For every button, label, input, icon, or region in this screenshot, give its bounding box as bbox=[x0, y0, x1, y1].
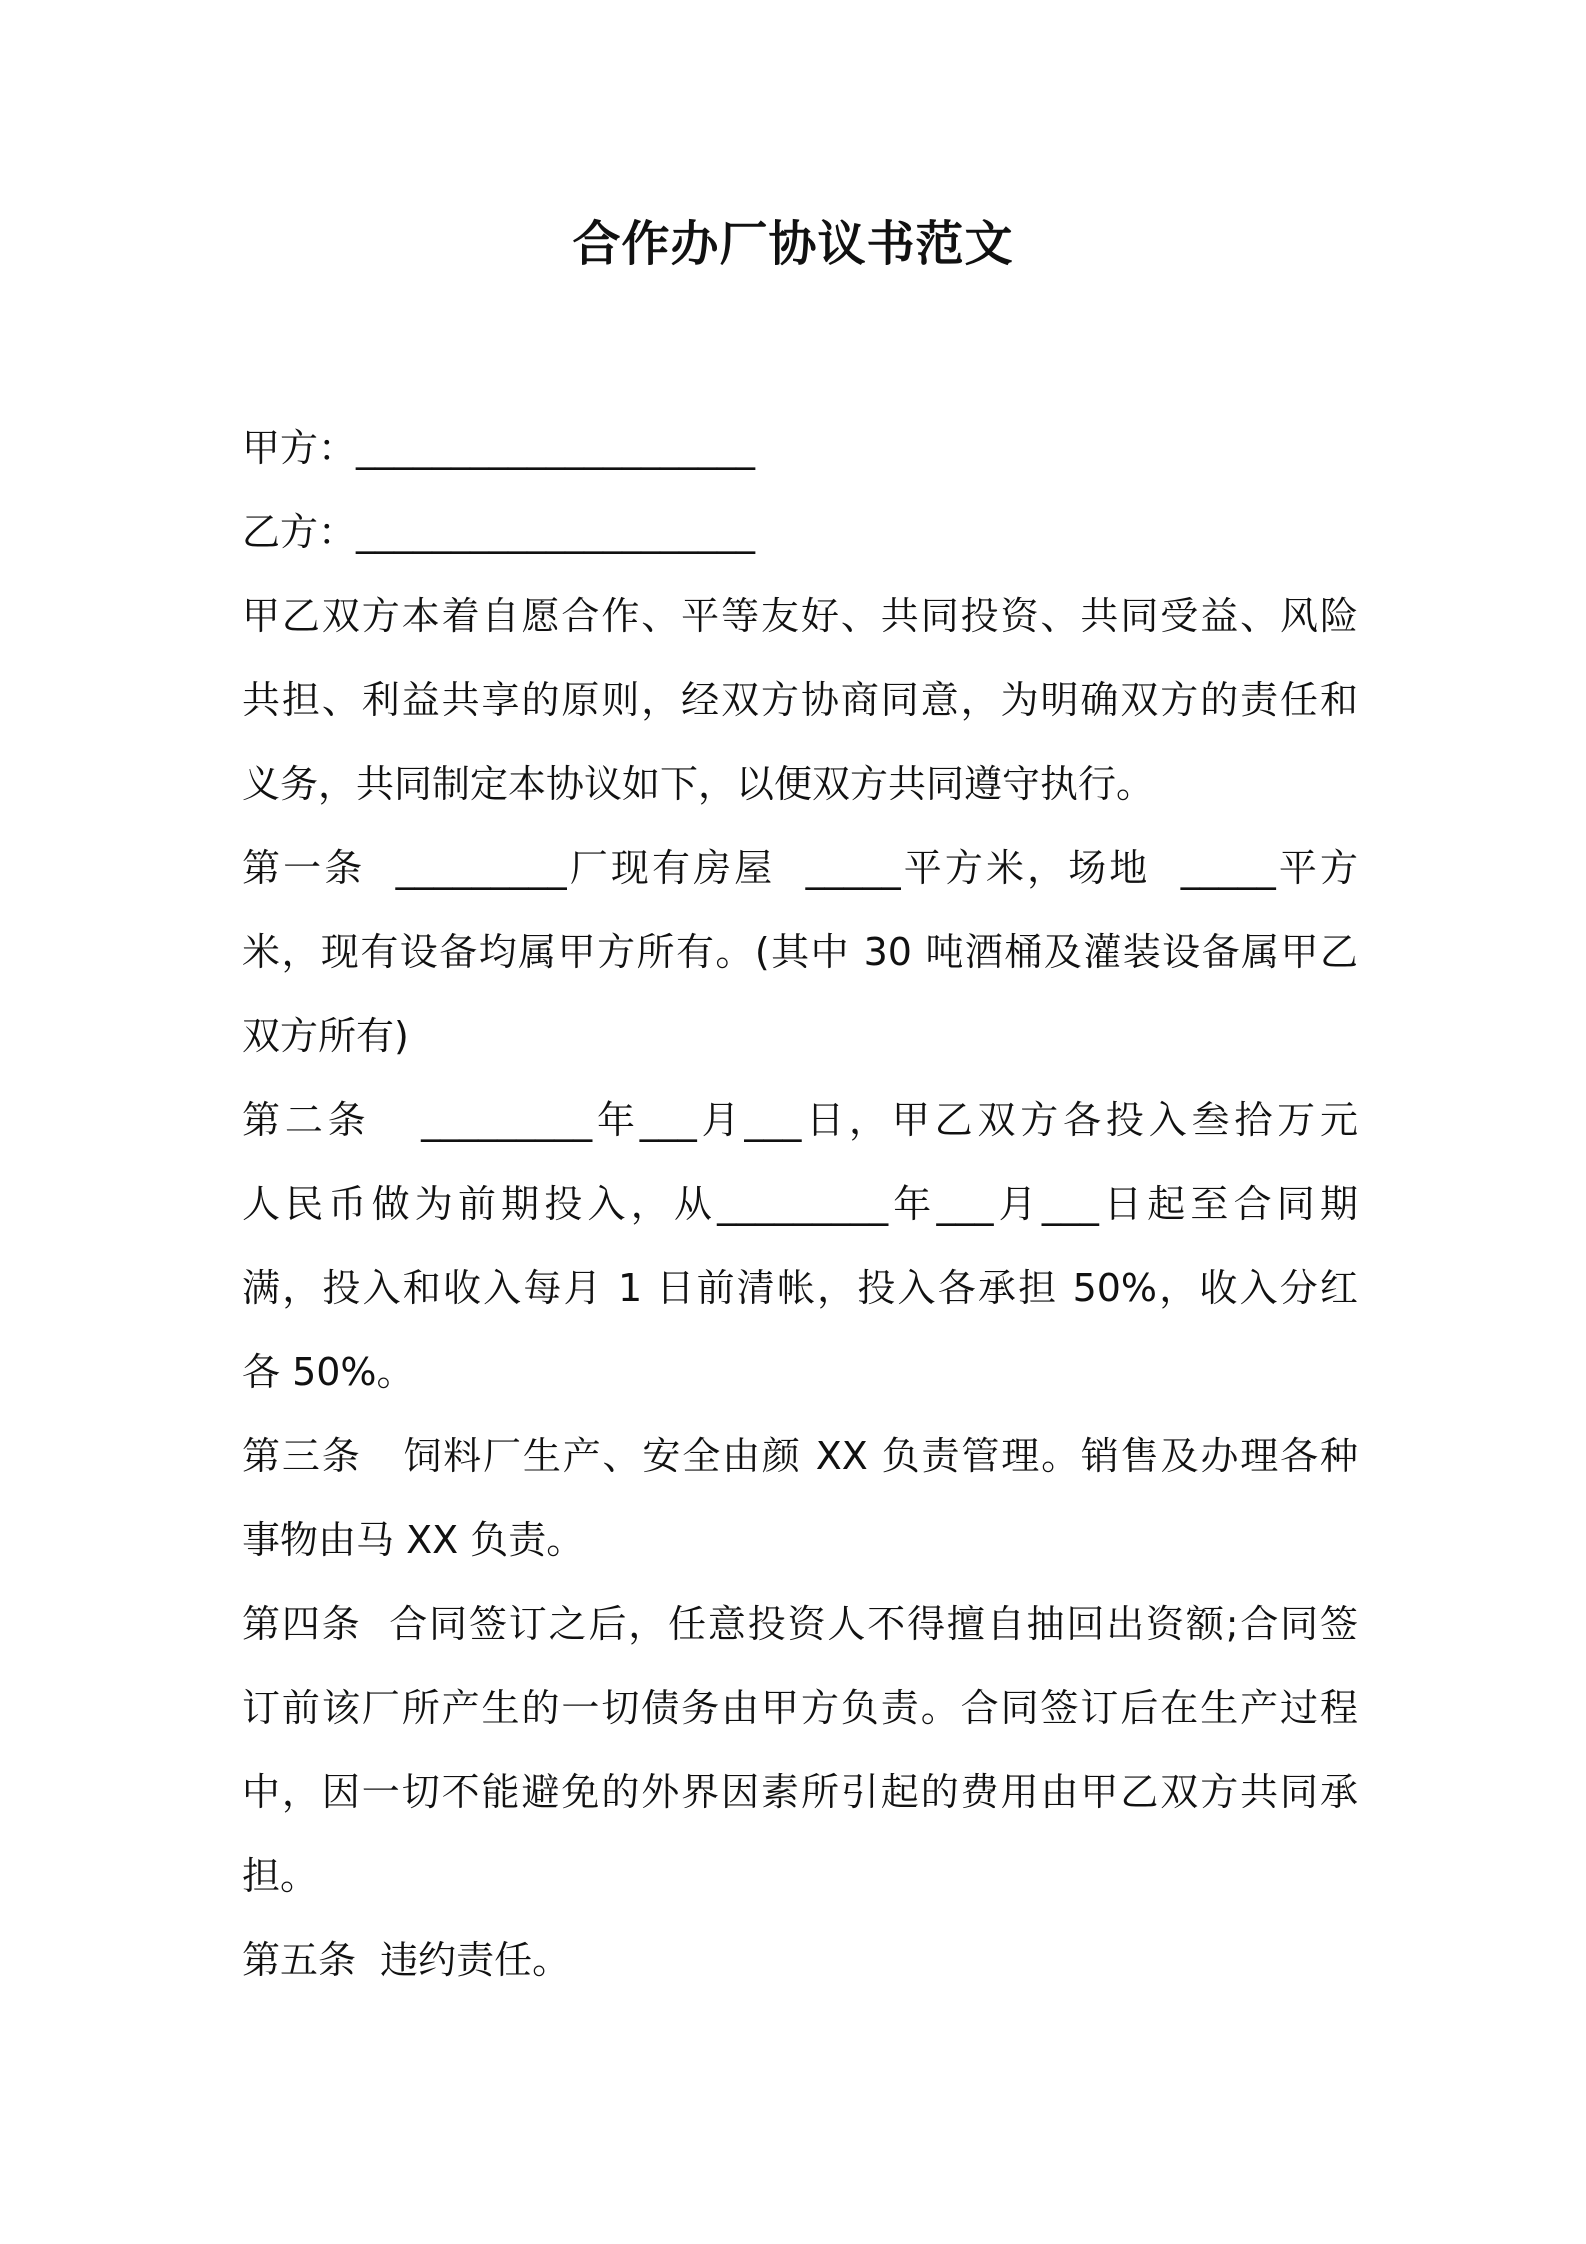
text-line: 甲乙双方本着自愿合作、平等友好、共同投资、共同受益、风险 bbox=[242, 594, 1358, 638]
text-line: 中，因一切不能避免的外界因素所引起的费用由甲乙双方共同承 bbox=[242, 1770, 1358, 1814]
text-line: 人民币做为前期投入，从_________年___月___日起至合同期 bbox=[242, 1182, 1358, 1226]
text-line: 甲方：_____________________ bbox=[242, 426, 756, 470]
document-body bbox=[242, 406, 1358, 2002]
text-line: 米，现有设备均属甲方所有。(其中 30 吨酒桶及灌装设备属甲乙 bbox=[242, 930, 1358, 974]
text-line: 第二条 _________年___月___日，甲乙双方各投入叁拾万元 bbox=[242, 1098, 1358, 1142]
text-line: 义务，共同制定本协议如下，以便双方共同遵守执行。 bbox=[242, 762, 1155, 806]
text-line: 满，投入和收入每月 1 日前清帐，投入各承担 50%，收入分红 bbox=[242, 1266, 1358, 1310]
document-title: 合作办厂协议书范文 bbox=[572, 216, 1014, 272]
text-line: 乙方：_____________________ bbox=[242, 510, 756, 554]
text-line: 第一条 _________厂现有房屋 _____平方米，场地 _____平方 bbox=[242, 846, 1358, 890]
text-line: 第三条 饲料厂生产、安全由颜 XX 负责管理。销售及办理各种 bbox=[242, 1434, 1358, 1478]
text-line: 共担、利益共享的原则，经双方协商同意，为明确双方的责任和 bbox=[242, 678, 1358, 722]
text-line: 双方所有) bbox=[242, 1014, 409, 1058]
text-line: 各 50%。 bbox=[242, 1350, 415, 1394]
text-line: 第五条 违约责任。 bbox=[242, 1938, 571, 1982]
text-line: 担。 bbox=[242, 1854, 319, 1898]
text-line: 事物由马 XX 负责。 bbox=[242, 1518, 585, 1562]
text-line: 第四条 合同签订之后，任意投资人不得擅自抽回出资额;合同签 bbox=[242, 1602, 1358, 1646]
text-line: 订前该厂所产生的一切债务由甲方负责。合同签订后在生产过程 bbox=[242, 1686, 1358, 1730]
